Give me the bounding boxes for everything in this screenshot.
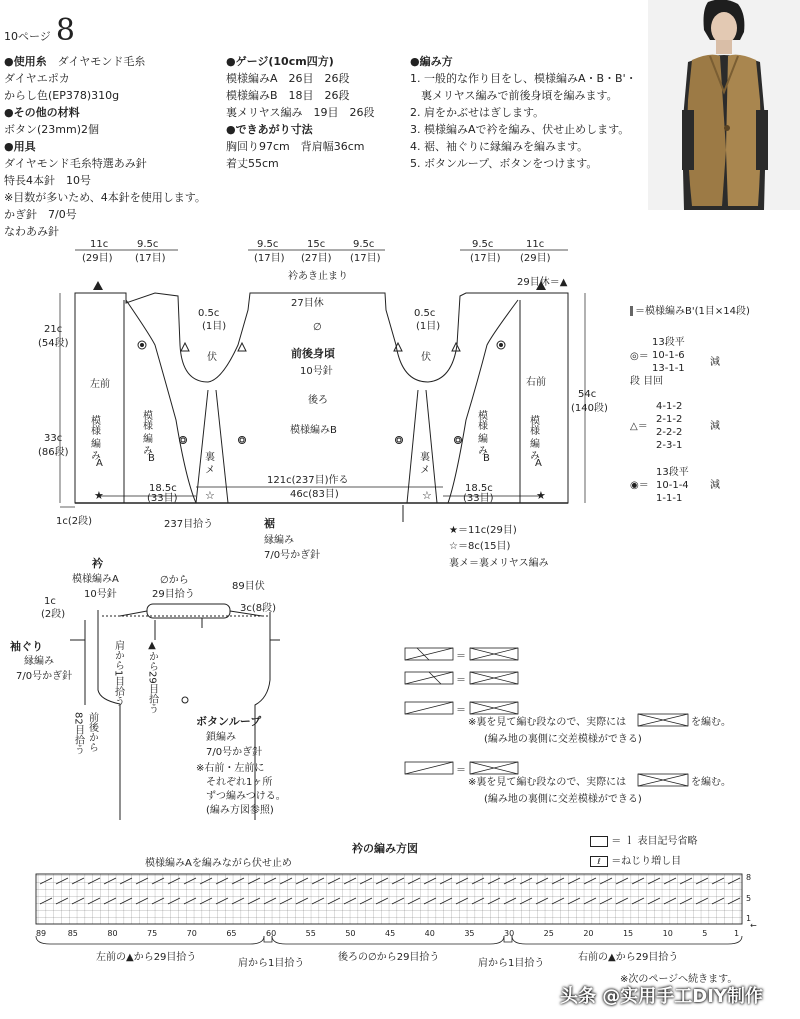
dim-1r-right: (1目)	[416, 321, 441, 332]
dim-17r: (17目)	[135, 253, 166, 264]
chart-tick-label: 25	[543, 929, 554, 938]
dim-1r-left: (1目)	[202, 321, 227, 332]
method-step: 裏メリヤス編みで前後身頃を編みます。	[410, 89, 618, 102]
method-heading: ●編み方	[410, 55, 453, 68]
white-star-right: ☆	[422, 489, 432, 502]
dim-1c-label: 1c	[44, 596, 56, 607]
from-back-label: 前後から	[86, 712, 98, 752]
chart-tick-label: 75	[147, 929, 158, 938]
materials-column	[4, 53, 206, 240]
legend-sym-3: ◉＝	[630, 480, 649, 491]
legend-row: 2-1-2	[656, 414, 683, 425]
tool-line: 特長4本針 10号	[4, 174, 91, 187]
chart-tick-label: 70	[186, 929, 197, 938]
legend-dec: 減	[710, 357, 720, 368]
row-label-5: 5	[746, 894, 752, 903]
symbol-note: を編む。	[691, 717, 731, 728]
dim-17r: (17目)	[350, 253, 381, 264]
loop-note: (編み方図参照)	[206, 805, 274, 816]
dim-15c: 15c	[307, 239, 326, 250]
method-column	[410, 53, 637, 172]
v-label: 裏	[420, 452, 430, 463]
back-label: 後ろ	[308, 395, 328, 406]
watermark: 头条 @实用手工DIY制作	[560, 986, 763, 1007]
legend-row: 13段平	[656, 467, 689, 478]
dim-46c: 46c(83目)	[290, 489, 339, 500]
dim-1c2: 1c(2段)	[56, 516, 93, 527]
chart-omit-legend	[590, 832, 698, 847]
black-star-right: ★	[536, 489, 546, 502]
dim-29r-left: (29目)	[82, 253, 113, 264]
chart-tick-label: 40	[424, 929, 435, 938]
dim-54c: 54c	[578, 389, 597, 400]
legend-row: 10-1-4	[656, 480, 689, 491]
legend-sym-2: △＝	[630, 421, 648, 432]
dim-2r-label: (2段)	[41, 609, 66, 620]
tool-line: ダイヤモンド毛糸特選あみ針	[4, 157, 147, 170]
page-header	[4, 13, 75, 48]
button-loop-title: ボタンループ	[196, 715, 262, 728]
row-label-8: 8	[746, 873, 752, 882]
omit-text: ＝ ｌ 表目記号省略	[611, 836, 698, 847]
pick-29-label: 29目拾う	[152, 589, 195, 600]
gauge-heading: ●ゲージ(10cm四方)	[226, 55, 334, 68]
legend-dec: 減	[710, 480, 720, 491]
symbol-note: ※裏を見て編む段なので、実際には	[468, 717, 627, 728]
yarn-heading: ●使用糸	[4, 55, 47, 68]
cable-symbols	[400, 640, 731, 810]
chart-tick-label: 15	[622, 929, 634, 938]
button-loop-chain: 鎖編み	[206, 732, 236, 743]
collar-pattern: 模様編みA	[72, 574, 119, 585]
legend-star1: ★＝11c(29目)	[449, 525, 517, 536]
v-label: 模様	[475, 410, 487, 430]
pick-237-label: 237目拾う	[164, 519, 214, 530]
v-label: 模様	[88, 415, 100, 435]
gauge-line: 模様編みB 18目 26段	[226, 89, 350, 102]
chart-tick-label: 85	[67, 929, 78, 938]
chart-tick-label: 30	[503, 929, 515, 938]
dim-11c-right: 11c	[526, 239, 545, 250]
dim-33m-left: (33目)	[147, 493, 178, 504]
v-label: 編	[140, 433, 152, 443]
chart-tick-label: 89	[35, 929, 47, 938]
legend-ura: 裏メ＝裏メリヤス編み	[449, 558, 549, 569]
v-label: メ	[205, 465, 215, 476]
back-pattern: 模様編みB	[290, 425, 337, 436]
symbol-note: (編み地の裏側に交差模様ができる)	[484, 734, 642, 745]
hem-hook-label: 7/0号かぎ針	[264, 550, 321, 561]
dim-185c-right: 18.5c	[465, 483, 493, 494]
dim-86r: (86段)	[38, 447, 69, 458]
dim-05c-left: 0.5c	[198, 308, 220, 319]
from-tri-label: ▲から29目拾う	[146, 640, 158, 714]
dim-185c-left: 18.5c	[149, 483, 177, 494]
chart-tick-label: 55	[305, 929, 316, 938]
chart-tick-label: 65	[226, 929, 237, 938]
tool-line: なわあみ針	[4, 225, 59, 238]
hem-edge-label: 縁編み	[264, 535, 294, 546]
from-empty-label: ∅から	[160, 575, 189, 586]
dim-11c-left: 11c	[90, 239, 109, 250]
method-step: 1. 一般的な作り目をし、模様編みA・B・B'・	[410, 72, 637, 85]
loop-note: ずつ編みつける。	[206, 791, 286, 802]
row-label-1: 1	[746, 914, 752, 923]
rest29-label: 29目休＝▲	[517, 277, 568, 288]
chart-tick-label: 80	[107, 929, 118, 938]
fuku-left: 伏	[207, 352, 217, 363]
symbol-eq: ＝	[456, 765, 466, 776]
v-label: B	[148, 453, 155, 464]
segment-left-front: 左前の▲から29目拾う	[96, 952, 197, 963]
symbol-eq: ＝	[456, 675, 466, 686]
size-heading: ●できあがり寸法	[226, 123, 313, 136]
segment-right-front: 右前の▲から29目拾う	[578, 952, 679, 963]
b-prime-label: ＝模様編みB'(1目×14段)	[635, 306, 750, 317]
v-label: B	[483, 453, 490, 464]
body-title: 前後身頃	[291, 347, 335, 360]
loop-note: ※右前・左前に	[196, 763, 265, 774]
rest27-label: 27目休	[291, 298, 324, 309]
armhole-title: 袖ぐり	[10, 640, 43, 653]
dim-17r: (17目)	[470, 253, 501, 264]
legend-row: 13段平	[652, 337, 685, 348]
yarn-brand: ダイヤモンド毛糸	[57, 55, 146, 68]
v-label: 裏	[205, 452, 215, 463]
row-arrow: ←	[750, 921, 757, 930]
left-front-label: 左前	[90, 379, 110, 390]
symbol-note: (編み地の裏側に交差模様ができる)	[484, 794, 642, 805]
continue-note: ※次のページへ続きます。	[620, 974, 738, 985]
pick-82-label: 82目拾う	[72, 712, 84, 755]
chart-tick-label: 20	[583, 929, 594, 938]
chart-top-label: 模様編みAを編みながら伏せ止め	[145, 858, 292, 869]
empty-set-mark: ∅	[313, 322, 322, 333]
v-label: 編	[88, 438, 100, 448]
loop-note: それぞれ1ヶ所	[206, 777, 273, 788]
model-photo	[648, 0, 800, 210]
gauge-line: 裏メリヤス編み 19目 26段	[226, 106, 375, 119]
dim-54r: (54段)	[38, 338, 69, 349]
v-label: メ	[420, 465, 430, 476]
legend-row: 2-2-2	[656, 427, 683, 438]
from-shoulder-label: 肩から1目拾う	[112, 640, 124, 707]
dim-140r: (140段)	[571, 403, 608, 414]
chart-tick-label: 35	[464, 929, 475, 938]
method-step: 3. 模様編みAで衿を編み、伏せ止めします。	[410, 123, 630, 136]
blank-cell-icon	[590, 836, 608, 847]
dim-95c: 9.5c	[257, 239, 279, 250]
method-step: 2. 肩をかぶせはぎします。	[410, 106, 545, 119]
dim-17r: (17目)	[254, 253, 285, 264]
right-front-label: 右前	[526, 377, 546, 388]
gauge-column	[226, 53, 375, 172]
dim-05c-right: 0.5c	[414, 308, 436, 319]
chart-tick-label: 45	[385, 929, 396, 938]
pattern-number: 8	[55, 13, 75, 48]
yarn-name: ダイヤエポカ	[4, 72, 70, 85]
legend-row: 13-1-1	[652, 363, 685, 374]
method-step: 4. 裾、袖ぐりに縁編みを編みます。	[410, 140, 589, 153]
v-label: 編	[475, 433, 487, 443]
segment-back: 後ろの∅から29目拾う	[338, 952, 440, 963]
page-prefix: 10ページ	[4, 30, 51, 43]
tool-line: かぎ針 7/0号	[4, 208, 77, 221]
b-prime-mark	[630, 306, 633, 316]
size-line: 胸回り97cm 背肩幅36cm	[226, 140, 365, 153]
gauge-line: 模様編みA 26目 26段	[226, 72, 350, 85]
twist-increase-icon: ℓ	[590, 856, 608, 867]
dim-3c8-label: 3c(8段)	[240, 603, 277, 614]
v-label: み	[88, 450, 100, 460]
chart-tick-label: 60	[266, 929, 277, 938]
v-label: み	[475, 445, 487, 455]
cast-89-label: 89目伏	[232, 581, 265, 592]
v-label: 模様	[527, 415, 539, 435]
chart-tick-label: 5	[702, 929, 708, 938]
button-loop-hook: 7/0号かぎ針	[206, 747, 263, 758]
cast-on-label: 121c(237目)作る	[267, 475, 349, 486]
symbol-note: を編む。	[691, 777, 731, 788]
legend-row: 1-1-1	[656, 493, 683, 504]
yarn-color: からし色(EP378)310g	[4, 89, 120, 102]
size-line: 着丈55cm	[226, 157, 279, 170]
symbol-note: ※裏を見て編む段なので、実際には	[468, 777, 627, 788]
chart-tick-label: 1	[734, 929, 740, 938]
fuku-right: 伏	[421, 352, 431, 363]
tools-heading: ●用具	[4, 140, 36, 153]
v-label: 模様	[140, 410, 152, 430]
button-spec: ボタン(23mm)2個	[4, 123, 100, 136]
dim-21c: 21c	[44, 324, 63, 335]
v-label: A	[535, 458, 542, 469]
armhole-hook: 7/0号かぎ針	[16, 671, 73, 682]
symbol-eq: ＝	[456, 705, 466, 716]
collar-needle: 10号針	[84, 589, 117, 600]
black-star-left: ★	[94, 489, 104, 502]
dim-95c: 9.5c	[137, 239, 159, 250]
dim-27r: (27目)	[301, 253, 332, 264]
v-label: 編	[527, 438, 539, 448]
collar-title: 衿	[92, 557, 103, 570]
legend-row: 10-1-6	[652, 350, 685, 361]
legend-dec: 減	[710, 421, 720, 432]
body-needle: 10号針	[300, 366, 333, 377]
twist-text: ＝ねじり増し目	[611, 856, 682, 867]
legend-row: 2-3-1	[656, 440, 683, 451]
dim-33c: 33c	[44, 433, 63, 444]
armhole-edge: 縁編み	[24, 656, 54, 667]
legend-row: 段 目回	[630, 376, 664, 387]
dim-29r-right: (29目)	[520, 253, 551, 264]
segment-shoulder-left: 肩から1目拾う	[238, 958, 305, 969]
v-label: み	[140, 445, 152, 455]
dim-95c: 9.5c	[353, 239, 375, 250]
collar-diagram	[0, 555, 400, 825]
segment-shoulder-right: 肩から1目拾う	[478, 958, 545, 969]
dim-33m-right: (33目)	[463, 493, 494, 504]
symbol-eq: ＝	[456, 651, 466, 662]
v-label: み	[527, 450, 539, 460]
v-label: A	[96, 458, 103, 469]
tool-line: ※目数が多いため、4本針を使用します。	[4, 191, 206, 204]
neck-start-label: 衿あき止まり	[288, 271, 348, 282]
chart-twist-legend	[590, 852, 681, 867]
legend-sym-1: ◎＝	[630, 351, 649, 362]
hem-label: 裾	[264, 517, 275, 530]
method-step: 5. ボタンループ、ボタンをつけます。	[410, 157, 598, 170]
chart-title: 衿の編み方図	[352, 842, 418, 855]
dim-95c: 9.5c	[472, 239, 494, 250]
white-star-left: ☆	[205, 489, 215, 502]
chart-tick-label: 50	[345, 929, 356, 938]
chart-tick-label: 10	[662, 929, 673, 938]
legend-row: 4-1-2	[656, 401, 683, 412]
other-heading: ●その他の材料	[4, 106, 80, 119]
decrease-legend	[630, 305, 750, 506]
legend-star2: ☆＝8c(15目)	[449, 541, 511, 552]
